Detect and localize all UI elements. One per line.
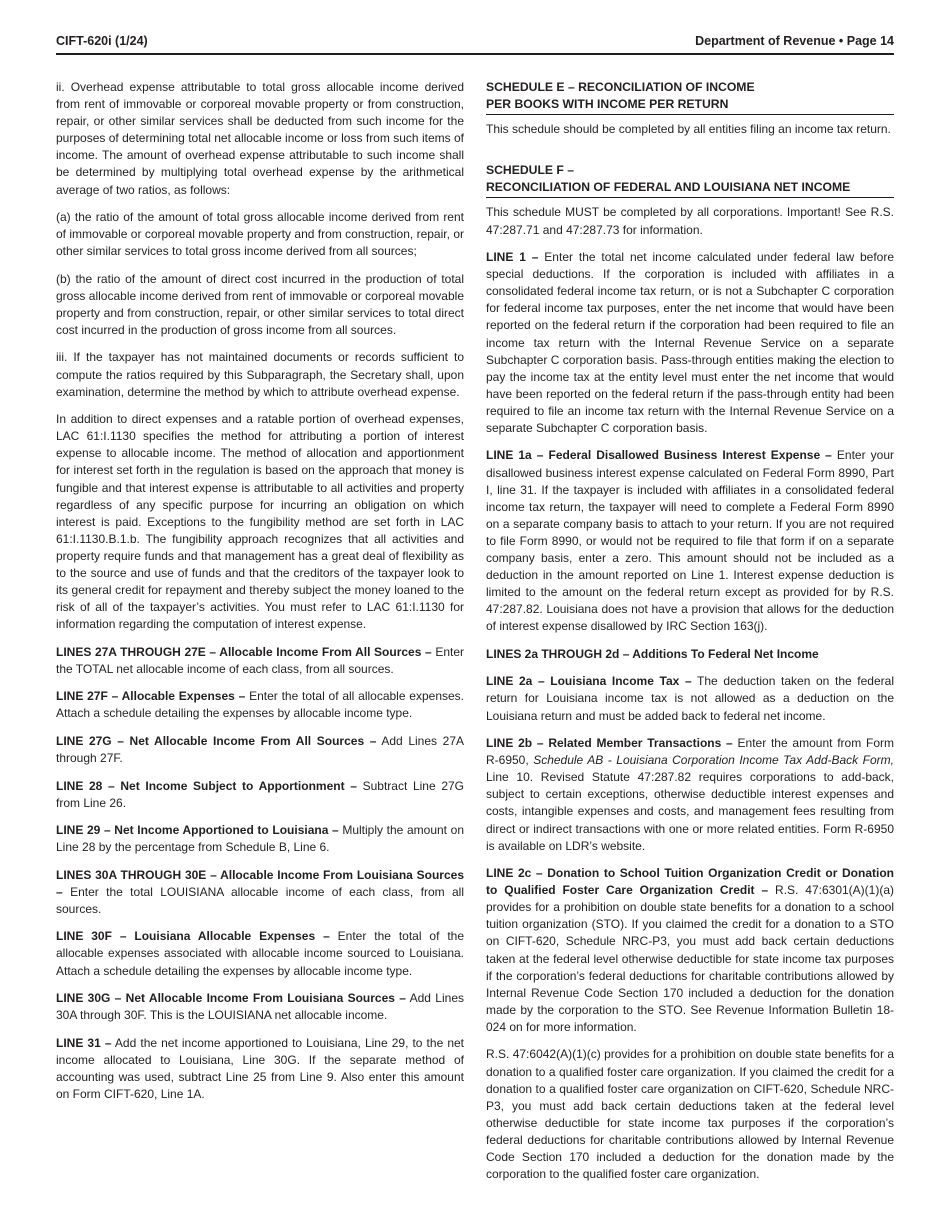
paragraph-overhead-expense: ii. Overhead expense attributable to total gross allocable income derived from rent of immovable or corporeal movable property or from construction, repair, or other similar services shall be deducted from such income for the purposes of determining total net allocable income or loss from such items of income. The amount of overhead expense attributable to such income shall be determined by multiplying total overhead expense by the arithmetical average of two ratios, as follows: xyxy=(56,80,464,197)
line-29-heading: LINE 29 – Net Income Apportioned to Louisiana – xyxy=(56,823,339,838)
line-2b xyxy=(486,735,894,855)
line-30a-text: Enter the total LOUISIANA allocable income of each class, from all sources. xyxy=(56,884,464,916)
line-27f-heading: LINE 27F – Allocable Expenses – xyxy=(56,689,246,704)
line-28 xyxy=(56,778,464,812)
page-header xyxy=(56,31,894,55)
lines-2a-2d-title: LINES 2a THROUGH 2d – Additions To Federal Net Income xyxy=(486,646,819,661)
line-30a-30e xyxy=(56,867,464,918)
paragraph-ratio-a: (a) the ratio of the amount of total gross allocable income derived from rent of immovable or corporeal movable property and from construction, repair, or other similar services to total gross income derived from all sources; xyxy=(56,210,464,259)
line-31-heading: LINE 31 – xyxy=(56,1035,112,1050)
department-page-number: Department of Revenue • Page 14 xyxy=(695,34,894,48)
line-27a-text: Enter the TOTAL net allocable income of each class, from all sources. xyxy=(56,644,464,676)
line-27f-text: Enter the total of all allocable expenses. Attach a schedule detailing the expenses by allocable income type. xyxy=(56,689,465,721)
line-1 xyxy=(486,249,894,437)
line-1a-text: Enter your disallowed business interest expense calculated on Federal Form 8990, Part I, line 31. If the taxpayer is included with affiliates in a consolidated federal income tax return, the taxpayer will need to complete a Federal Form 8990 on a separate company basis to attach to your return. If you are not required to file Form 8990, or would not be required to file that form if on a separate company basis, enter a zero. This amount should not be included as a deduction in the amount reported on Line 1. Interest expense deduction is limited to the amount on the federal return except as provided for by R.S. 47:287.82. Louisiana does not have a provision that allows for the deduction of interest expense disallowed by IRC Section 163(j). xyxy=(486,448,894,634)
line-28-heading: LINE 28 – Net Income Subject to Apportionment – xyxy=(56,778,357,793)
line-27a-27e xyxy=(56,644,464,678)
line-30f-text: Enter the total of the allocable expenses associated with allocable income sourced to Louisiana. Attach a schedule detailing the expenses by allocable income type. xyxy=(56,929,465,978)
right-column xyxy=(486,79,894,1194)
schedule-e-text: This schedule should be completed by all entities filing an income tax return. xyxy=(486,122,891,136)
schedule-f-heading xyxy=(486,162,894,198)
line-2a-heading: LINE 2a – Louisiana Income Tax – xyxy=(486,674,692,689)
lines-2a-2d-heading xyxy=(486,646,894,663)
form-id: CIFT-620i (1/24) xyxy=(56,34,148,48)
line-30g-heading: LINE 30G – Net Allocable Income From Louisiana Sources – xyxy=(56,991,406,1005)
schedule-f-title-line-2: RECONCILIATION OF FEDERAL AND LOUISIANA NET INCOME xyxy=(486,180,851,195)
line-31 xyxy=(56,1035,464,1103)
line-1a-heading: LINE 1a – Federal Disallowed Business Interest Expense – xyxy=(486,448,832,463)
line-29 xyxy=(56,822,464,856)
line-1-text: Enter the total net income calculated under federal law before special deductions. If the corporation is included with affiliates in a consolidated federal income tax return, or is not a Subchapter C corporation for federal income tax purposes, enter the net income that would have been reported on the federal return if the corporation had been required to file an income tax return with the Internal Revenue Service on a separate Subchapter C corporation basis. Pass-through entities making the election to pay the income tax at the entity level must enter the net income that would have been reported on the federal return if the pass-through entity had been required to file an income tax return with the Internal Revenue Service on a separate Subchapter C corporation basis. xyxy=(486,250,895,435)
line-2c-heading: LINE 2c – Donation to School Tuition Organization Credit or Donation to Qualified Foster Care Organization Credit – xyxy=(486,866,894,898)
schedule-f-text: This schedule MUST be completed by all corporations. Important! See R.S. 47:287.71 and 47:287.73 for information. xyxy=(486,205,894,237)
line-30g xyxy=(56,990,464,1024)
line-1-heading: LINE 1 – xyxy=(486,250,539,265)
line-27a-heading: LINES 27A THROUGH 27E – Allocable Income From All Sources – xyxy=(56,644,432,659)
line-28-text: Subtract Line 27G from Line 26. xyxy=(56,778,464,810)
schedule-e-heading xyxy=(486,79,894,115)
line-2c-text: R.S. 47:6301(A)(1)(a) provides for a prohibition on double state benefits for a donation to a school tuition organization (STO). If you claimed the credit for a donation to a STO on CIFT-620, Schedule NRC-P3, you must add back certain deductions taken at the federal level otherwise deductible for state income tax purposes if the corporation’s federal deductions for charitable contributions allowed by Internal Revenue Code Section 170 included a deduction for the donation made by the corporation to the STO. See Revenue Information Bulletin 18-024 on for more information. xyxy=(486,883,894,1034)
line-2a xyxy=(486,673,894,724)
line-31-text: Add the net income apportioned to Louisiana, Line 29, to the net income allocated to Louisiana, Line 30G. If the separate method of accounting was used, subtract Line 25 from Line 9. Also enter this amount on Form CIFT-620, Line 1A. xyxy=(56,1035,464,1101)
paragraph-ratio-b: (b) the ratio of the amount of direct cost incurred in the production of total gross allocable income derived from rent of immovable or corporeal movable property and from construction, repair, or other similar services to total direct cost incurred in the production of gross income from all sources. xyxy=(56,271,464,337)
line-1a xyxy=(486,447,894,635)
line-2b-text-end: Line 10. Revised Statute 47:287.82 requires corporations to add-back, subject to certain exceptions, otherwise deductible interest expenses and costs, intangible expenses and costs, and management fees resulting from direct or indirect transactions with one or more related entities. Form R-6950 is available on LDR’s website. xyxy=(486,770,894,853)
line-27g-text: Add Lines 27A through 27F. xyxy=(56,733,465,766)
line-30g-text: Add Lines 30A through 30F. This is the LOUISIANA net allocable income. xyxy=(56,991,464,1023)
line-27f xyxy=(56,688,464,722)
line-30f-heading: LINE 30F – Louisiana Allocable Expenses – xyxy=(56,929,330,944)
paragraph-records: iii. If the taxpayer has not maintained documents or records sufficient to compute the ratios required by this Subparagraph, the Secretary shall, upon examination, determine the method by which to attribute overhead expense. xyxy=(56,350,464,399)
line-2c xyxy=(486,865,894,1036)
schedule-e-title-line-2: PER BOOKS WITH INCOME PER RETURN xyxy=(486,97,729,111)
line-2b-form-title: Schedule AB - Louisiana Corporation Income Tax Add-Back Form, xyxy=(533,753,894,768)
line-29-text: Multiply the amount on Line 28 by the percentage from Schedule B, Line 6. xyxy=(56,823,464,855)
schedule-e-title-line-1: SCHEDULE E – RECONCILIATION OF INCOME xyxy=(486,80,755,94)
section-spacer xyxy=(486,148,894,162)
paragraph-interest-expense: In addition to direct expenses and a ratable portion of overhead expenses, LAC 61:I.1130 specifies the method for attributing a portion of interest expense to allocable income. The method of allocation and apportionment for interest set forth in the regulation is based on the approach that money is fungible and that interest expense is attributable to all activities and property regardless of any specific purpose for incurring an obligation on which interest is paid. Exceptions to the fungibility method are set forth in LAC 61:I.1130.B.1.b. The fungibility approach recognizes that all activities and property require funds and that management has a great deal of flexibility as to the source and use of funds and that the creditors of the taxpayer look to its general credit for repayment and thereby subject the money loaned to the risk of all of the taxpayer’s activities. You must refer to LAC 61:I.1130 for information regarding the computation of interest expense. xyxy=(56,412,464,632)
schedule-f-title-line-1: SCHEDULE F – xyxy=(486,163,575,178)
line-30a-heading: LINES 30A THROUGH 30E – Allocable Income From Louisiana Sources – xyxy=(56,867,464,899)
line-2b-text-start: Enter the amount from Form R-6950, xyxy=(486,736,894,768)
line-30f xyxy=(56,928,464,979)
line-2c-foster-care: R.S. 47:6042(A)(1)(c) provides for a prohibition on double state benefits for a donation to a qualified foster care organization. If you claimed the credit for a donation to a qualified foster care organization on CIFT-620, Schedule NRC-P3, you must add back certain deductions taken at the federal level otherwise deductible for state income tax purposes if the corporation’s federal deductions for charitable contributions allowed by Internal Revenue Code Section 170 included a deduction for the donation made by the corporation to the qualified foster care organization. xyxy=(486,1047,894,1182)
line-2b-heading: LINE 2b – Related Member Transactions – xyxy=(486,736,733,751)
line-2a-text: The deduction taken on the federal return for Louisiana income tax is not allowed as a deduction on the Louisiana return and must be added back to federal net income. xyxy=(486,674,894,723)
left-column xyxy=(56,79,464,1113)
line-27g-heading: LINE 27G – Net Allocable Income From All Sources – xyxy=(56,733,377,748)
line-27g xyxy=(56,733,464,767)
